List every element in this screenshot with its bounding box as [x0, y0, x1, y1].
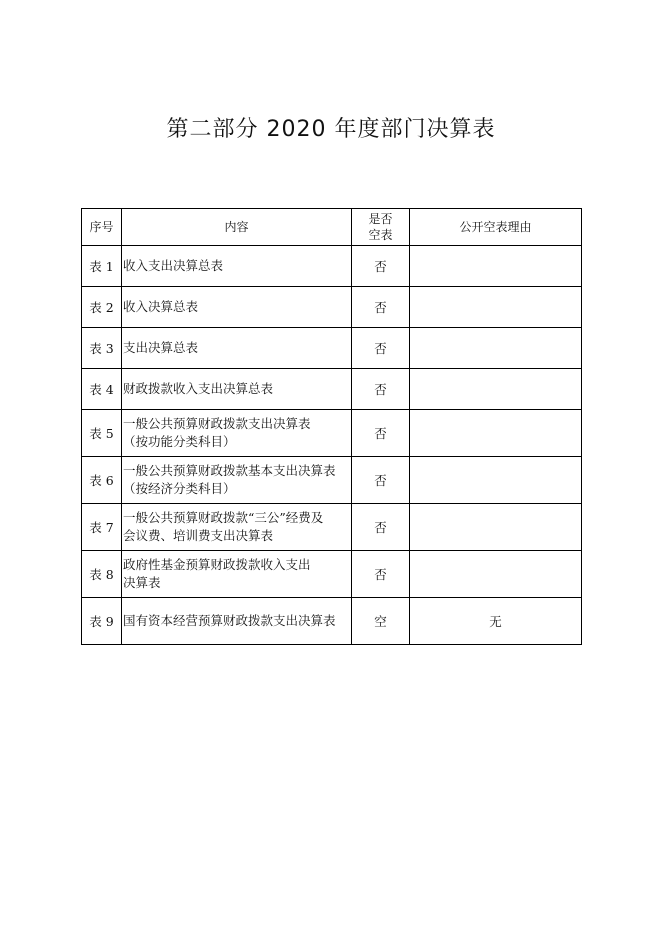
row-reason — [410, 287, 582, 328]
row-reason — [410, 369, 582, 410]
table-header-row — [82, 209, 582, 246]
row-number: 表 3 — [82, 328, 122, 369]
table-row — [82, 410, 582, 457]
header-content: 内容 — [122, 209, 352, 246]
table-row — [82, 328, 582, 369]
table-row — [82, 457, 582, 504]
row-reason — [410, 504, 582, 551]
row-number: 表 4 — [82, 369, 122, 410]
table-row — [82, 504, 582, 551]
row-number: 表 9 — [82, 598, 122, 645]
row-empty-flag: 否 — [352, 551, 410, 598]
row-reason — [410, 551, 582, 598]
row-content: 财政拨款收入支出决算总表 — [122, 369, 352, 410]
row-empty-flag: 否 — [352, 457, 410, 504]
row-empty-flag: 空 — [352, 598, 410, 645]
row-empty-flag: 否 — [352, 504, 410, 551]
table-row — [82, 551, 582, 598]
row-empty-flag: 否 — [352, 287, 410, 328]
row-number: 表 5 — [82, 410, 122, 457]
table-row — [82, 287, 582, 328]
row-content: 支出决算总表 — [122, 328, 352, 369]
header-reason: 公开空表理由 — [410, 209, 582, 246]
row-reason — [410, 410, 582, 457]
table-row — [82, 246, 582, 287]
row-content: 一般公共预算财政拨款“三公”经费及 会议费、培训费支出决算表 — [122, 504, 352, 551]
row-content: 政府性基金预算财政拨款收入支出 决算表 — [122, 551, 352, 598]
row-reason — [410, 457, 582, 504]
row-number: 表 2 — [82, 287, 122, 328]
row-empty-flag: 否 — [352, 246, 410, 287]
header-empty: 是否 空表 — [352, 209, 410, 246]
page-title: 第二部分 2020 年度部门决算表 — [166, 117, 496, 142]
row-reason: 无 — [410, 598, 582, 645]
row-number: 表 8 — [82, 551, 122, 598]
row-content: 一般公共预算财政拨款支出决算表 （按功能分类科目） — [122, 410, 352, 457]
row-reason — [410, 328, 582, 369]
row-empty-flag: 否 — [352, 328, 410, 369]
row-reason — [410, 246, 582, 287]
row-empty-flag: 否 — [352, 369, 410, 410]
row-empty-flag: 否 — [352, 410, 410, 457]
row-number: 表 7 — [82, 504, 122, 551]
report-table — [81, 208, 582, 645]
row-number: 表 6 — [82, 457, 122, 504]
header-no: 序号 — [82, 209, 122, 246]
row-number: 表 1 — [82, 246, 122, 287]
row-content: 国有资本经营预算财政拨款支出决算表 — [122, 598, 352, 645]
row-content: 一般公共预算财政拨款基本支出决算表 （按经济分类科目） — [122, 457, 352, 504]
table-row — [82, 369, 582, 410]
table-row — [82, 598, 582, 645]
row-content: 收入支出决算总表 — [122, 246, 352, 287]
row-content: 收入决算总表 — [122, 287, 352, 328]
